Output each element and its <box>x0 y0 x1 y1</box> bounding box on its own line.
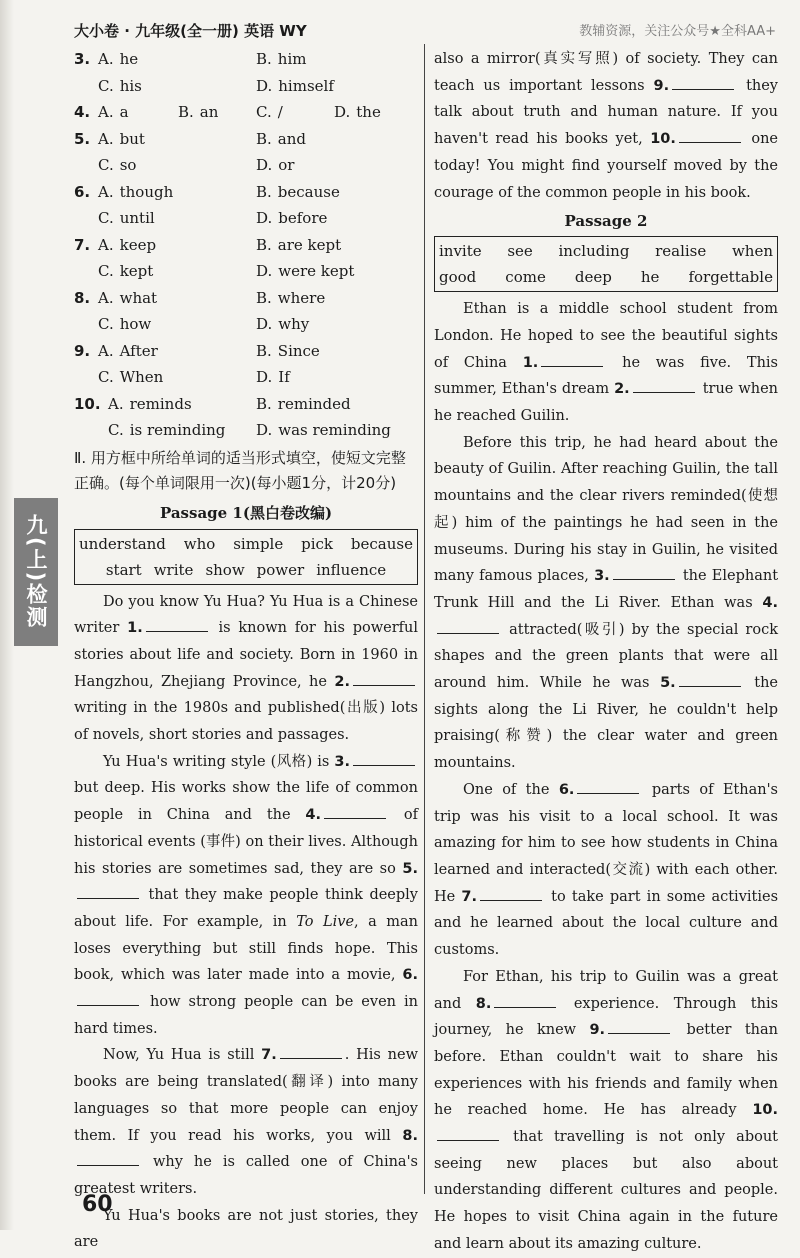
option-text: an <box>199 103 219 122</box>
option-letter: C. <box>98 315 114 334</box>
option-b[interactable] <box>256 395 351 413</box>
option-a[interactable] <box>98 342 256 360</box>
option-letter: D. <box>256 315 273 334</box>
word-box-row-1 <box>439 238 773 264</box>
question-row <box>74 391 418 418</box>
option-text: keep <box>119 235 157 254</box>
blank-number: 8. <box>475 995 492 1012</box>
text: that travelling is not only about seeing new places but also about understanding different cultures and people. He hopes to visit China again in the future and learn about its amazing culture. <box>434 1129 779 1252</box>
option-a[interactable] <box>108 395 256 413</box>
option-text: a <box>119 103 129 122</box>
question-number: 4. <box>74 103 91 122</box>
blank-number: 1. <box>522 354 539 371</box>
option-letter: D. <box>256 76 273 95</box>
option-letter: C. <box>98 209 114 228</box>
question-number: 5. <box>74 129 91 148</box>
option-letter: D. <box>334 103 351 122</box>
word-box-word: invite <box>439 242 482 261</box>
option-letter: B. <box>256 288 272 307</box>
option-c[interactable] <box>98 315 256 333</box>
text: is known for his powerful stories about life and society. Born in 1960 in Hangzhou, Zhejiang Province, he <box>74 620 419 690</box>
blank-number: 3. <box>594 568 610 585</box>
answer-blank-3[interactable] <box>613 565 675 580</box>
watermark-header: 教辅资源，关注公众号★全科AA+ <box>579 24 776 39</box>
text: better than before. Ethan couldn't wait to share his experiences with his friends and family when he reached home. He has already <box>434 1022 778 1119</box>
option-text: reminded <box>277 394 351 413</box>
answer-blank-6[interactable] <box>577 779 639 794</box>
blank-number: 8. <box>402 1127 419 1144</box>
word-box-word: forgettable <box>688 268 773 287</box>
answer-blank-4[interactable] <box>437 619 499 634</box>
word-box-word: realise <box>655 242 707 261</box>
answer-blank-3[interactable] <box>353 751 415 766</box>
option-text: his <box>119 76 142 95</box>
text: one today! You might find yourself moved by the courage of the common people in his book. <box>434 131 778 201</box>
option-b[interactable] <box>256 342 320 360</box>
option-b[interactable] <box>178 103 256 121</box>
question-row <box>74 179 418 206</box>
question-row <box>74 232 418 259</box>
text: Ethan is a middle school student from London. He hoped to see the beautiful sights of China <box>434 301 778 371</box>
option-letter: A. <box>98 235 114 254</box>
text: Now, Yu Hua is still <box>103 1047 255 1064</box>
option-text: so <box>119 156 137 175</box>
option-text: After <box>119 341 158 360</box>
passage-2-paragraph-4 <box>434 964 778 1258</box>
blank-number: 2. <box>614 381 630 398</box>
question-number: 3. <box>74 50 91 69</box>
word-box-word: come <box>505 268 546 287</box>
question-row <box>74 99 418 126</box>
answer-blank-5[interactable] <box>679 672 741 687</box>
question-row-cont <box>74 73 418 100</box>
right-column <box>434 46 778 1258</box>
passage-1-paragraph-3 <box>74 1042 418 1202</box>
text: the sights along the Li River, he couldn't help praising(称赞) the clear water and green mountains. <box>434 675 779 772</box>
answer-blank-1[interactable] <box>146 617 208 632</box>
answer-blank-8[interactable] <box>494 993 556 1008</box>
question-number: 8. <box>74 288 91 307</box>
word-box-word: show <box>205 560 245 579</box>
blank-number: 5. <box>402 860 418 877</box>
side-tab-label: 九(上)检测 <box>24 514 48 630</box>
option-d[interactable] <box>256 421 391 439</box>
question-row <box>74 285 418 312</box>
word-box-word: he <box>640 268 660 287</box>
option-text: where <box>277 288 326 307</box>
option-d[interactable] <box>256 156 294 174</box>
blank-number: 3. <box>334 753 351 770</box>
option-text: how <box>119 315 152 334</box>
left-column <box>74 46 418 1256</box>
option-text: When <box>119 368 164 387</box>
question-row-cont <box>74 205 418 232</box>
answer-blank-7[interactable] <box>480 886 542 901</box>
passage-1-paragraph-4 <box>74 1203 418 1256</box>
question-row <box>74 126 418 153</box>
text: One of the <box>463 781 550 798</box>
word-box-word: because <box>350 534 413 553</box>
text: , a man loses everything but still finds hope. This book, which was later made into a movie, <box>74 913 418 984</box>
passage-2-title: Passage 2 <box>564 212 648 231</box>
answer-blank-6[interactable] <box>77 991 139 1006</box>
blank-number: 6. <box>558 781 575 798</box>
word-box-word: write <box>153 560 194 579</box>
blank-number: 4. <box>305 807 322 824</box>
option-b[interactable] <box>256 130 306 148</box>
option-letter: A. <box>108 394 124 413</box>
option-c[interactable] <box>256 103 334 121</box>
option-a[interactable] <box>98 50 256 68</box>
option-d[interactable] <box>256 77 334 95</box>
page-number: 60 <box>82 1192 113 1217</box>
option-letter: D. <box>256 421 273 440</box>
passage-2-paragraph-2 <box>434 430 778 777</box>
option-c[interactable] <box>98 77 256 95</box>
option-letter: A. <box>98 341 114 360</box>
option-d[interactable] <box>256 209 327 227</box>
question-row-cont <box>74 417 418 444</box>
option-letter: B. <box>256 394 272 413</box>
option-letter: A. <box>98 103 114 122</box>
option-b[interactable] <box>256 236 341 254</box>
question-row-cont <box>74 258 418 285</box>
option-text: were kept <box>278 262 355 281</box>
book-header: 大小卷 · 九年级(全一册) 英语 WY <box>74 22 307 40</box>
option-letter: B. <box>178 103 194 122</box>
answer-blank-2[interactable] <box>353 671 415 686</box>
question-number: 9. <box>74 341 91 360</box>
option-a[interactable] <box>98 103 178 121</box>
option-letter: A. <box>98 129 114 148</box>
option-c[interactable] <box>98 156 256 174</box>
word-box-word: understand <box>79 534 166 553</box>
option-text: the <box>356 103 381 122</box>
option-text: / <box>277 103 283 122</box>
blank-number: 7. <box>461 888 477 905</box>
option-text: what <box>119 288 158 307</box>
option-a[interactable] <box>98 130 256 148</box>
answer-blank-8[interactable] <box>77 1151 139 1166</box>
answer-blank-10[interactable] <box>679 128 741 143</box>
option-letter: D. <box>256 209 273 228</box>
blank-number: 5. <box>660 675 676 692</box>
option-letter: D. <box>256 156 273 175</box>
question-row-cont <box>74 152 418 179</box>
blank-number: 4. <box>762 594 778 611</box>
option-letter: C. <box>108 421 124 440</box>
option-a[interactable] <box>98 289 256 307</box>
book-title: To Live <box>296 913 355 930</box>
option-text: reminds <box>129 394 192 413</box>
option-text: though <box>119 182 174 201</box>
word-box-word: see <box>507 242 533 261</box>
question-number: 6. <box>74 182 91 201</box>
option-b[interactable] <box>256 183 340 201</box>
word-box-word: start <box>105 560 142 579</box>
option-text: and <box>277 129 307 148</box>
text: how strong people can be even in hard times. <box>74 994 419 1037</box>
blank-number: 9. <box>589 1022 606 1039</box>
option-text: why <box>278 315 310 334</box>
question-number: 10. <box>74 394 101 413</box>
option-a[interactable] <box>98 183 256 201</box>
question-row-cont <box>74 364 418 391</box>
option-text: kept <box>119 262 154 281</box>
option-d[interactable] <box>256 315 309 333</box>
text: why he is called one of China's greatest writers. <box>74 1154 419 1197</box>
option-a[interactable] <box>98 236 256 254</box>
option-text: because <box>277 182 340 201</box>
passage-1-paragraph-4-cont <box>434 46 778 206</box>
passage-2-paragraph-3 <box>434 777 778 964</box>
option-letter: A. <box>98 182 114 201</box>
option-letter: D. <box>256 368 273 387</box>
text: true when he reached Guilin. <box>434 381 779 425</box>
text: Do you know Yu Hua? Yu Hua is a Chinese writer <box>74 593 418 637</box>
text: For Ethan, his trip to Guilin was a great and <box>434 968 778 1012</box>
text: the Elephant Trunk Hill and the Li River. Ethan was <box>434 568 779 611</box>
side-tab <box>14 498 58 646</box>
word-box-word: influence <box>316 560 387 579</box>
multiple-choice-list <box>74 46 418 444</box>
option-d[interactable] <box>256 368 290 386</box>
question-row <box>74 46 418 73</box>
text: Yu Hua's writing style (风格) is <box>103 753 330 770</box>
question-row <box>74 338 418 365</box>
text: Before this trip, he had heard about the beauty of Guilin. After reaching Guilin, the tall mountains and the clear rivers reminded(使想起) him of the paintings he had seen in the museums. During his stay in Guilin, he visited many famous places, <box>434 434 778 585</box>
text: to take part in some activities and he learned about the local culture and customs. <box>434 888 779 959</box>
option-c[interactable] <box>98 209 256 227</box>
word-box-word: power <box>256 560 305 579</box>
option-b[interactable] <box>256 289 325 307</box>
text: experience. Through this journey, he knew <box>434 995 779 1039</box>
option-text: he <box>119 50 139 69</box>
column-divider <box>424 44 425 1194</box>
answer-blank-7[interactable] <box>280 1044 342 1059</box>
option-text: is reminding <box>129 421 226 440</box>
option-c[interactable] <box>98 368 256 386</box>
option-c[interactable] <box>108 421 256 439</box>
word-box-word: including <box>558 242 630 261</box>
option-letter: A. <box>98 288 114 307</box>
answer-blank-2[interactable] <box>633 378 695 393</box>
option-text: before <box>278 209 328 228</box>
passage-1-title: Passage 1(黑白卷改编) <box>159 503 333 522</box>
option-text: was reminding <box>278 421 391 440</box>
option-letter: C. <box>98 76 114 95</box>
option-c[interactable] <box>98 262 256 280</box>
passage-1-paragraph-1 <box>74 589 418 749</box>
answer-blank-5[interactable] <box>77 884 139 899</box>
option-text: himself <box>278 76 334 95</box>
blank-number: 10. <box>752 1102 778 1119</box>
text: . His new books are being translated(翻译) into many languages so that more people can enjoy them. If you read his works, you will <box>74 1047 418 1144</box>
word-box-word: simple <box>233 534 284 553</box>
blank-number: 1. <box>127 620 143 637</box>
question-row-cont <box>74 311 418 338</box>
blank-number: 2. <box>334 673 350 690</box>
answer-blank-1[interactable] <box>541 352 603 367</box>
blank-number: 6. <box>402 967 418 984</box>
blank-number: 7. <box>261 1047 277 1064</box>
question-number: 7. <box>74 235 91 254</box>
blank-number: 9. <box>653 77 670 94</box>
option-b[interactable] <box>256 50 306 68</box>
text: of historical events (事件) on their lives. Although his stories are sometimes sad, they are so <box>74 807 418 877</box>
passage-2-word-box <box>434 236 778 292</box>
word-box-row-1 <box>79 531 413 557</box>
section-2-instruction: Ⅱ. 用方框中所给单词的适当形式填空，使短文完整正确。(每个单词限用一次)(每小题1分，计20分) <box>74 448 406 492</box>
text: that they make people think deeply about life. For example, in <box>74 887 418 930</box>
word-box-word: when <box>731 242 773 261</box>
passage-1-paragraph-2 <box>74 749 418 1043</box>
word-box-row-2 <box>439 264 773 290</box>
text: Yu Hua's books are not just stories, they are <box>74 1207 418 1251</box>
option-letter: D. <box>256 262 273 281</box>
page-edge-shadow <box>0 0 14 1230</box>
text: he was five. This summer, Ethan's dream <box>434 354 779 398</box>
option-d[interactable] <box>256 262 354 280</box>
option-text: or <box>278 156 295 175</box>
option-text: Since <box>277 341 320 360</box>
passage-1-word-box <box>74 529 418 585</box>
answer-blank-9[interactable] <box>672 75 734 90</box>
option-letter: B. <box>256 129 272 148</box>
option-d[interactable] <box>334 103 381 121</box>
blank-number: 10. <box>650 131 676 148</box>
text: but deep. His works show the life of common people in China and the <box>74 780 418 824</box>
option-text: If <box>278 368 290 387</box>
text: writing in the 1980s and published(出版) lots of novels, short stories and passages. <box>74 700 418 744</box>
option-letter: C. <box>98 156 114 175</box>
word-box-word: pick <box>301 534 333 553</box>
answer-blank-10[interactable] <box>437 1126 499 1141</box>
word-box-row-2 <box>79 557 413 583</box>
option-letter: C. <box>256 103 272 122</box>
option-letter: B. <box>256 50 272 69</box>
option-letter: B. <box>256 235 272 254</box>
option-letter: B. <box>256 182 272 201</box>
text: also a mirror(真实写照) of society. They can teach us important lessons <box>434 51 778 94</box>
option-text: but <box>119 129 145 148</box>
answer-blank-9[interactable] <box>608 1019 670 1034</box>
answer-blank-4[interactable] <box>324 804 386 819</box>
option-letter: A. <box>98 50 114 69</box>
text: parts of Ethan's trip was his visit to a local school. It was amazing for him to see how students in China learned and interacted(交流) with each other. He <box>434 781 778 905</box>
option-letter: C. <box>98 368 114 387</box>
option-letter: B. <box>256 341 272 360</box>
option-text: him <box>277 50 307 69</box>
word-box-word: who <box>183 534 216 553</box>
option-letter: C. <box>98 262 114 281</box>
option-text: until <box>119 209 155 228</box>
passage-2-paragraph-1 <box>434 296 778 430</box>
text: they talk about truth and human nature. If you haven't read his books yet, <box>434 77 779 148</box>
text: attracted(吸引) by the special rock shapes and the green plants that were all around him. While he was <box>434 621 778 692</box>
word-box-word: deep <box>574 268 612 287</box>
option-text: are kept <box>277 235 342 254</box>
word-box-word: good <box>439 268 477 287</box>
